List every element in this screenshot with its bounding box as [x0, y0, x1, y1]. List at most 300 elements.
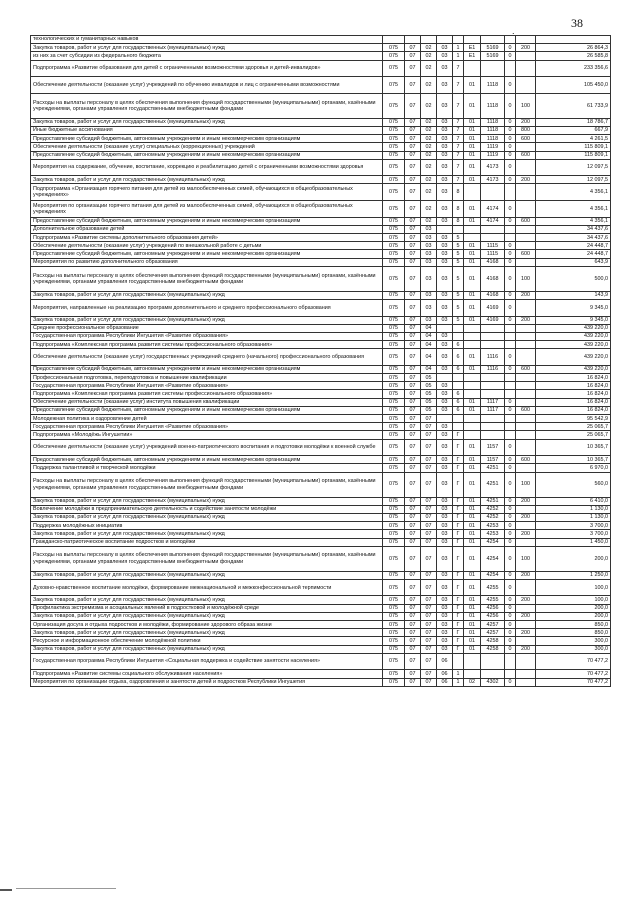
table-row — [31, 464, 611, 472]
row-code-c7: 4257 — [481, 629, 505, 637]
budget-table — [30, 35, 611, 687]
row-code-c7: 1118 — [481, 135, 505, 143]
row-code-c1: 075 — [383, 431, 405, 439]
row-code-c2: 07 — [405, 629, 421, 637]
row-code-c7 — [481, 341, 505, 349]
table-row — [31, 513, 611, 521]
row-code-c7: 4253 — [481, 522, 505, 530]
row-code-c2: 07 — [405, 93, 421, 118]
row-code-c6 — [464, 184, 481, 201]
row-code-c4: 03 — [437, 431, 453, 439]
row-code-c9: 200 — [516, 645, 536, 653]
row-code-c2: 07 — [405, 316, 421, 324]
row-code-c4: 03 — [437, 44, 453, 52]
row-code-c2: 07 — [405, 135, 421, 143]
row-code-c2: 07 — [405, 431, 421, 439]
row-name: Подпрограмма «Развитие системы социального обслуживания населения» — [31, 670, 383, 678]
row-code-c2: 07 — [405, 77, 421, 94]
row-code-c2: 07 — [405, 571, 421, 579]
row-code-c9 — [516, 143, 536, 151]
page-mark: . — [512, 26, 515, 36]
table-row — [31, 118, 611, 126]
row-name: Подпрограмма «Развитие образования для детей с ограниченными возможностями здоровья и детей-инвалидов» — [31, 60, 383, 77]
row-code-c1: 075 — [383, 678, 405, 686]
row-amount: 70 477,2 — [536, 678, 611, 686]
row-amount: 25 065,7 — [536, 431, 611, 439]
row-code-c8 — [505, 332, 516, 340]
row-code-c7: 4255 — [481, 596, 505, 604]
row-code-c5: 6 — [453, 406, 464, 414]
row-code-c9 — [516, 637, 536, 645]
row-amount: 643,9 — [536, 258, 611, 266]
row-code-c8: 0 — [505, 291, 516, 299]
row-code-c1: 075 — [383, 456, 405, 464]
row-code-c8 — [505, 234, 516, 242]
row-name: Государственная программа Республики Ингушетия «Развитие образования» — [31, 332, 383, 340]
row-code-c4: 03 — [437, 143, 453, 151]
row-code-c2: 07 — [405, 242, 421, 250]
row-amount: 439 220,0 — [536, 349, 611, 366]
row-code-c2: 07 — [405, 530, 421, 538]
row-code-c9 — [516, 201, 536, 218]
row-code-c1: 075 — [383, 118, 405, 126]
row-name: Мероприятия на содержание, обучение, воспитание, коррекцию и реабилитацию детей с ограниченными возможностями здоровья — [31, 159, 383, 176]
row-code-c7: 1117 — [481, 406, 505, 414]
page-number: 38 — [571, 16, 583, 30]
row-code-c4 — [437, 415, 453, 423]
row-code-c9: 100 — [516, 93, 536, 118]
row-amount: 10 365,7 — [536, 439, 611, 456]
row-name: Подпрограмма «Организация горячего питания для детей из малообеспеченных семей, обучающихся в общеобразовательных учреждениях» — [31, 184, 383, 201]
row-code-c7: 4254 — [481, 571, 505, 579]
row-amount: 24 448,7 — [536, 242, 611, 250]
row-amount: 24 448,7 — [536, 250, 611, 258]
row-code-c6: 01 — [464, 522, 481, 530]
row-name: Предоставление субсидий бюджетным, автономным учреждениям и иным некоммерческим организациям — [31, 406, 383, 414]
row-code-c7: 4173 — [481, 176, 505, 184]
row-code-c3: 07 — [421, 546, 437, 571]
row-code-c1: 075 — [383, 316, 405, 324]
row-code-c3: 04 — [421, 365, 437, 373]
table-row — [31, 382, 611, 390]
row-code-c7: 1118 — [481, 93, 505, 118]
row-amount: 16 824,0 — [536, 406, 611, 414]
row-amount: 10 365,7 — [536, 456, 611, 464]
row-code-c4: 03 — [437, 184, 453, 201]
row-code-c8: 0 — [505, 349, 516, 366]
row-code-c3: 07 — [421, 653, 437, 670]
row-code-c9 — [516, 349, 536, 366]
row-amount: 560,0 — [536, 472, 611, 497]
row-code-c6: 01 — [464, 258, 481, 266]
row-code-c1: 075 — [383, 217, 405, 225]
row-name: Мероприятия по развитию дополнительного образования — [31, 258, 383, 266]
row-code-c2: 07 — [405, 118, 421, 126]
row-code-c7 — [481, 332, 505, 340]
row-code-c7 — [481, 225, 505, 233]
table-row — [31, 266, 611, 291]
row-name: Обеспечение деятельности (оказание услуг) государственных учреждений среднего (начального) профессионального образования — [31, 349, 383, 366]
table-row — [31, 604, 611, 612]
row-code-c7: 1117 — [481, 398, 505, 406]
row-code-c3: 07 — [421, 464, 437, 472]
row-code-c9 — [516, 299, 536, 316]
row-code-c5 — [453, 374, 464, 382]
row-code-c3: 07 — [421, 629, 437, 637]
row-code-c5: 7 — [453, 135, 464, 143]
row-code-c5: 6 — [453, 365, 464, 373]
row-code-c2: 07 — [405, 126, 421, 134]
row-code-c4: 03 — [437, 464, 453, 472]
row-code-c9 — [516, 234, 536, 242]
row-name: Подпрограмма «Развитие системы дополнительного образования детей» — [31, 234, 383, 242]
row-code-c1: 075 — [383, 44, 405, 52]
row-code-c1: 075 — [383, 390, 405, 398]
row-code-c5: 5 — [453, 291, 464, 299]
row-amount: 18 786,7 — [536, 118, 611, 126]
row-code-c3: 04 — [421, 349, 437, 366]
row-code-c1: 075 — [383, 629, 405, 637]
row-name: Обеспечение деятельности (оказание услуг) учреждений по внешкольной работе с детьми — [31, 242, 383, 250]
row-amount: 439 220,0 — [536, 332, 611, 340]
row-code-c9: 600 — [516, 406, 536, 414]
row-code-c1: 075 — [383, 299, 405, 316]
row-amount: 9 345,0 — [536, 316, 611, 324]
row-code-c5: 1 — [453, 44, 464, 52]
row-name: Профессиональная подготовка, переподготовка и повышение квалификации — [31, 374, 383, 382]
row-code-c3: 02 — [421, 201, 437, 218]
row-code-c5: 5 — [453, 242, 464, 250]
row-code-c5: 8 — [453, 217, 464, 225]
row-code-c7 — [481, 234, 505, 242]
row-code-c9 — [516, 415, 536, 423]
row-code-c8: 0 — [505, 629, 516, 637]
row-code-c6: 01 — [464, 242, 481, 250]
row-code-c7: 4258 — [481, 645, 505, 653]
row-code-c4: 03 — [437, 513, 453, 521]
row-code-c5: Г — [453, 505, 464, 513]
row-code-c1: 075 — [383, 201, 405, 218]
row-code-c8: 0 — [505, 538, 516, 546]
row-amount: 143,9 — [536, 291, 611, 299]
row-code-c9 — [516, 678, 536, 686]
row-code-c1: 075 — [383, 513, 405, 521]
row-code-c1: 075 — [383, 637, 405, 645]
row-code-c8 — [505, 423, 516, 431]
row-amount: 12 097,5 — [536, 176, 611, 184]
row-code-c4: 03 — [437, 629, 453, 637]
row-code-c5: Г — [453, 439, 464, 456]
row-code-c7: 4255 — [481, 579, 505, 596]
row-code-c4: 03 — [437, 201, 453, 218]
row-code-c3: 02 — [421, 60, 437, 77]
row-code-c2: 07 — [405, 596, 421, 604]
row-amount: 4 356,1 — [536, 184, 611, 201]
row-code-c2: 07 — [405, 365, 421, 373]
table-row — [31, 365, 611, 373]
row-code-c5: 7 — [453, 93, 464, 118]
row-code-c1: 075 — [383, 645, 405, 653]
row-code-c3: 02 — [421, 93, 437, 118]
row-amount: 25 065,7 — [536, 423, 611, 431]
row-code-c3: 07 — [421, 571, 437, 579]
row-code-c7: 4256 — [481, 604, 505, 612]
row-code-c5: Г — [453, 629, 464, 637]
row-code-c4: 03 — [437, 423, 453, 431]
table-row — [31, 52, 611, 60]
row-name: Ресурсное и информационное обеспечение молодёжной политики — [31, 637, 383, 645]
row-code-c7: 4251 — [481, 464, 505, 472]
row-code-c1: 075 — [383, 530, 405, 538]
row-code-c1: 075 — [383, 522, 405, 530]
row-code-c6: 01 — [464, 365, 481, 373]
row-code-c7: 4254 — [481, 538, 505, 546]
row-code-c2: 07 — [405, 522, 421, 530]
row-code-c2: 07 — [405, 201, 421, 218]
table-row — [31, 596, 611, 604]
row-code-c6: 01 — [464, 406, 481, 414]
row-code-c7: 4168 — [481, 266, 505, 291]
row-code-c2: 07 — [405, 52, 421, 60]
row-code-c4 — [437, 36, 453, 44]
row-code-c5: 1 — [453, 670, 464, 678]
row-code-c1: 075 — [383, 135, 405, 143]
row-code-c5 — [453, 324, 464, 332]
row-code-c9: 600 — [516, 365, 536, 373]
row-code-c8 — [505, 184, 516, 201]
row-code-c4: 03 — [437, 365, 453, 373]
row-code-c6: 02 — [464, 678, 481, 686]
row-code-c1: 075 — [383, 291, 405, 299]
row-amount: 115 809,1 — [536, 151, 611, 159]
row-code-c5: Г — [453, 571, 464, 579]
row-code-c5: 7 — [453, 60, 464, 77]
row-code-c8: 0 — [505, 645, 516, 653]
table-row — [31, 612, 611, 620]
row-code-c2: 07 — [405, 258, 421, 266]
row-amount: 439 220,0 — [536, 341, 611, 349]
row-code-c6: 01 — [464, 546, 481, 571]
row-code-c5: 5 — [453, 266, 464, 291]
row-code-c8: 0 — [505, 497, 516, 505]
table-row — [31, 316, 611, 324]
row-code-c1: 075 — [383, 324, 405, 332]
row-code-c3: 02 — [421, 77, 437, 94]
row-code-c5: Г — [453, 637, 464, 645]
row-amount: 61 733,9 — [536, 93, 611, 118]
row-code-c9: 200 — [516, 118, 536, 126]
row-code-c1: 075 — [383, 382, 405, 390]
row-code-c8: 0 — [505, 217, 516, 225]
row-code-c4: 03 — [437, 234, 453, 242]
table-row — [31, 126, 611, 134]
row-code-c7: 4169 — [481, 316, 505, 324]
table-row — [31, 143, 611, 151]
row-code-c4: 06 — [437, 653, 453, 670]
row-code-c3: 05 — [421, 390, 437, 398]
row-code-c4: 03 — [437, 126, 453, 134]
row-code-c3: 02 — [421, 44, 437, 52]
row-code-c1: 075 — [383, 234, 405, 242]
row-code-c7 — [481, 415, 505, 423]
row-code-c1 — [383, 36, 405, 44]
row-code-c1: 075 — [383, 266, 405, 291]
row-code-c3: 02 — [421, 126, 437, 134]
row-name: Закупка товаров, работ и услуг для государственных (муниципальных) нужд — [31, 176, 383, 184]
row-code-c3: 02 — [421, 143, 437, 151]
row-code-c8 — [505, 60, 516, 77]
row-code-c6: 01 — [464, 126, 481, 134]
row-code-c6: 01 — [464, 316, 481, 324]
row-code-c6 — [464, 60, 481, 77]
row-code-c8: 0 — [505, 637, 516, 645]
row-code-c2: 07 — [405, 653, 421, 670]
row-amount: 850,0 — [536, 621, 611, 629]
row-code-c3: 03 — [421, 250, 437, 258]
row-code-c5: 7 — [453, 143, 464, 151]
row-code-c6 — [464, 341, 481, 349]
row-code-c4: 06 — [437, 678, 453, 686]
row-code-c2: 07 — [405, 176, 421, 184]
row-code-c1: 075 — [383, 93, 405, 118]
row-code-c1: 075 — [383, 126, 405, 134]
row-code-c5: 7 — [453, 159, 464, 176]
row-name: Закупка товаров, работ и услуг для государственных (муниципальных) нужд — [31, 530, 383, 538]
row-code-c1: 075 — [383, 596, 405, 604]
row-code-c2 — [405, 36, 421, 44]
row-amount: 1 130,0 — [536, 505, 611, 513]
row-code-c8 — [505, 382, 516, 390]
row-name: Расходы на выплаты персоналу в целях обеспечения выполнения функций государственными (муниципальными) органами, казёнными учреждениями, органами управления государственными внебюджетными фондами — [31, 546, 383, 571]
table-row — [31, 225, 611, 233]
table-row — [31, 60, 611, 77]
row-code-c4: 03 — [437, 637, 453, 645]
row-code-c9: 800 — [516, 126, 536, 134]
row-code-c7: 1157 — [481, 456, 505, 464]
row-code-c1: 075 — [383, 151, 405, 159]
table-row — [31, 93, 611, 118]
row-name: Расходы на выплаты персоналу в целях обеспечения выполнения функций государственными (муниципальными) органами, казёнными учреждениями, органами управления государственными внебюджетными фондами — [31, 93, 383, 118]
row-code-c4: 03 — [437, 77, 453, 94]
row-code-c5: 8 — [453, 201, 464, 218]
table-row — [31, 234, 611, 242]
row-code-c7 — [481, 374, 505, 382]
row-amount: 6 970,0 — [536, 464, 611, 472]
row-code-c4: 03 — [437, 645, 453, 653]
row-name: Закупка товаров, работ и услуг для государственных (муниципальных) нужд — [31, 118, 383, 126]
row-code-c6: Е1 — [464, 52, 481, 60]
row-code-c9 — [516, 184, 536, 201]
row-code-c4: 03 — [437, 390, 453, 398]
row-code-c4: 03 — [437, 439, 453, 456]
row-code-c9: 200 — [516, 612, 536, 620]
row-code-c9: 600 — [516, 151, 536, 159]
row-code-c5: Г — [453, 497, 464, 505]
row-amount: 850,0 — [536, 629, 611, 637]
row-code-c8: 0 — [505, 176, 516, 184]
row-amount: 105 450,0 — [536, 77, 611, 94]
row-amount: 200,0 — [536, 612, 611, 620]
row-code-c5: 6 — [453, 390, 464, 398]
table-row — [31, 159, 611, 176]
row-code-c6 — [464, 332, 481, 340]
table-row — [31, 77, 611, 94]
row-code-c5: Г — [453, 522, 464, 530]
row-code-c2: 07 — [405, 324, 421, 332]
row-amount: 3 700,0 — [536, 522, 611, 530]
row-code-c9 — [516, 653, 536, 670]
row-code-c4: 03 — [437, 258, 453, 266]
row-code-c1: 075 — [383, 472, 405, 497]
table-row — [31, 456, 611, 464]
row-code-c7: 4168 — [481, 291, 505, 299]
row-amount: 9 345,0 — [536, 299, 611, 316]
table-row — [31, 497, 611, 505]
row-code-c3: 05 — [421, 398, 437, 406]
row-code-c5: 7 — [453, 77, 464, 94]
row-code-c7 — [481, 324, 505, 332]
row-code-c9 — [516, 538, 536, 546]
row-code-c8: 0 — [505, 612, 516, 620]
row-code-c8: 0 — [505, 522, 516, 530]
row-code-c5: 6 — [453, 341, 464, 349]
row-code-c8: 0 — [505, 513, 516, 521]
row-code-c3: 02 — [421, 184, 437, 201]
row-code-c9 — [516, 332, 536, 340]
row-code-c8 — [505, 653, 516, 670]
table-row — [31, 415, 611, 423]
row-code-c9 — [516, 324, 536, 332]
row-code-c9 — [516, 225, 536, 233]
row-code-c1: 075 — [383, 398, 405, 406]
row-code-c4: 03 — [437, 349, 453, 366]
row-code-c9 — [516, 258, 536, 266]
row-name: Мероприятия по организации отдыха, оздоровления и занятости детей и подростков Республики Ингушетия — [31, 678, 383, 686]
row-code-c6: 01 — [464, 472, 481, 497]
row-code-c7: 1119 — [481, 151, 505, 159]
row-code-c5: 7 — [453, 151, 464, 159]
row-code-c8: 0 — [505, 250, 516, 258]
row-code-c1: 075 — [383, 77, 405, 94]
row-code-c2: 07 — [405, 341, 421, 349]
row-code-c6 — [464, 382, 481, 390]
row-code-c6: 01 — [464, 349, 481, 366]
row-code-c6: 01 — [464, 176, 481, 184]
row-code-c8: 0 — [505, 93, 516, 118]
row-code-c5: 5 — [453, 299, 464, 316]
budget-table-body — [31, 36, 611, 687]
row-code-c2: 07 — [405, 670, 421, 678]
row-name: Расходы на выплаты персоналу в целях обеспечения выполнения функций государственными (муниципальными) органами, казёнными учреждениями, органами управления государственными внебюджетными фондами — [31, 266, 383, 291]
row-code-c8: 0 — [505, 439, 516, 456]
row-code-c6: 01 — [464, 250, 481, 258]
row-code-c6: 01 — [464, 612, 481, 620]
row-code-c9 — [516, 374, 536, 382]
row-amount: 70 477,2 — [536, 653, 611, 670]
row-code-c1: 075 — [383, 653, 405, 670]
row-amount: 500,0 — [536, 266, 611, 291]
row-amount: 4 356,1 — [536, 201, 611, 218]
row-code-c6: 01 — [464, 135, 481, 143]
row-name: Обеспечение деятельности (оказание услуг) специальных (коррекционных) учреждений — [31, 143, 383, 151]
row-code-c1: 075 — [383, 374, 405, 382]
row-code-c5: Г — [453, 621, 464, 629]
row-code-c6: 01 — [464, 505, 481, 513]
row-code-c3: 05 — [421, 374, 437, 382]
row-code-c9: 200 — [516, 513, 536, 521]
row-code-c5 — [453, 332, 464, 340]
row-amount: 200,0 — [536, 546, 611, 571]
